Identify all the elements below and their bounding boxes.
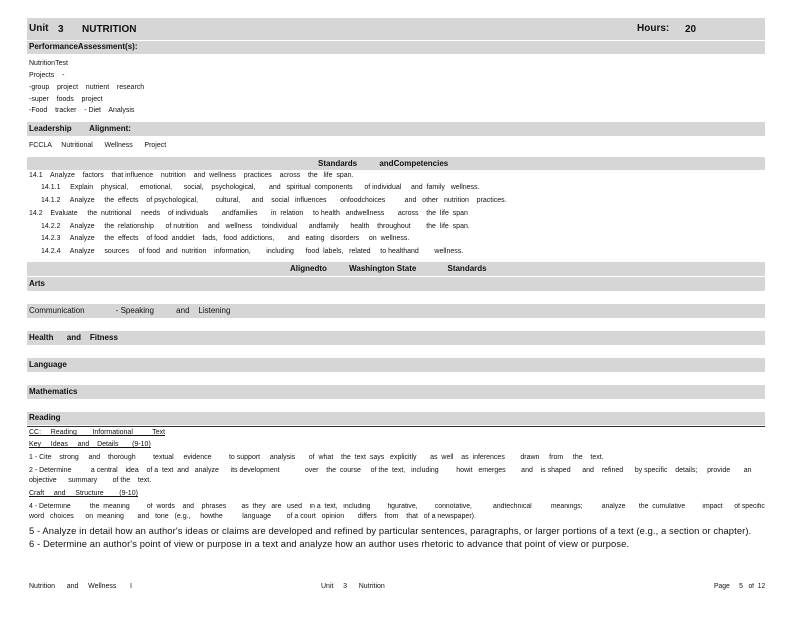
standard-item: 14.2.2 Analyze the relationship of nutrition and wellness toindividual andfamily health throughout the life span. <box>41 223 470 230</box>
standard-item: 14.1 Analyze factors that influence nutrition and wellness practices across the life span. <box>29 172 354 179</box>
leadership-text: FCCLA Nutritional Wellness Project <box>29 142 167 149</box>
section-label-reading: Reading <box>29 413 61 422</box>
standard-item: 14.1.2 Analyze the effects of psychological, cultural, and social influences onfoodchoices and other nutrition practices. <box>41 197 507 204</box>
standard-item: 14.2 Evaluate the nutritional needs of individuals andfamilies in relation to health andwellness across the life span <box>29 210 468 217</box>
standard-item: 14.1.1 Explain physical, emotional, social, psychological, and spiritual components of individual and family wellness. <box>41 184 480 191</box>
section-label-health: Health and Fitness <box>29 333 118 342</box>
reading-item-4: 4 - Determine the meaning of words and phrases as they are used in a text, including figurative, connotative, andtechnical meanings; analyze the cumulative impact of specific <box>29 503 765 510</box>
performance-heading-bar <box>27 41 765 54</box>
reading-key-ideas: Key Ideas and Details (9-10) <box>29 441 151 448</box>
leadership-heading: Leadership Alignment: <box>29 124 131 133</box>
footer-center: Unit 3 Nutrition <box>321 583 385 590</box>
hours-label: Hours: <box>637 23 670 34</box>
unit-title: NUTRITION <box>82 24 137 35</box>
section-label-language: Language <box>29 360 67 369</box>
reading-item-5: 5 - Analyze in detail how an author's ideas or claims are developed and refined by particular sentences, paragraphs, or larger portions of a text (e.g., a section or chapter). <box>29 525 752 536</box>
hours-value: 20 <box>685 24 697 35</box>
section-bar-health <box>27 331 765 345</box>
leadership-heading-bar <box>27 122 765 136</box>
standards-heading: Standards andCompetencies <box>318 159 449 168</box>
reading-cc-heading: CC: Reading Informational Text <box>29 429 166 436</box>
standard-item: 14.2.3 Analyze the effects of food anddiet fads, food addictions, and eating disorders on wellness. <box>41 235 410 242</box>
reading-item-2-cont: objective summary of the text. <box>29 477 152 484</box>
reading-craft-structure: Craft and Structure (9-10) <box>29 490 138 497</box>
unit-number: 3 <box>58 24 64 35</box>
reading-rule <box>27 426 765 427</box>
section-label-arts: Arts <box>29 279 46 288</box>
performance-line: -group project nutrient research <box>29 84 145 91</box>
unit-label: Unit <box>29 23 49 34</box>
standard-item: 14.2.4 Analyze sources of food and nutrition information, including food labels, related to healthand wellness. <box>41 248 464 255</box>
reading-item-2: 2 - Determine a central idea of a text and analyze its development over the course of the text, including howit emerges and is shaped and refined by specific details; provide an <box>29 467 752 474</box>
performance-line: -super foods project <box>29 96 103 103</box>
performance-line: -Food tracker - Diet Analysis <box>29 107 135 114</box>
performance-line: NutritionTest <box>29 60 68 67</box>
footer-page-number: Page 5 of 12 <box>714 583 766 590</box>
performance-heading: PerformanceAssessment(s): <box>29 42 138 51</box>
section-label-communication: Communication - Speaking and Listening <box>29 306 231 315</box>
performance-line: Projects - <box>29 72 65 79</box>
footer-left: Nutrition and Wellness I <box>29 583 132 590</box>
reading-item-1: 1 - Cite strong and thorough textual evidence to support analysis of what the text says explicitly as well as inferences drawn from the text. <box>29 454 604 461</box>
section-label-mathematics: Mathematics <box>29 387 78 396</box>
section-bar-language <box>27 358 765 372</box>
section-bar-arts <box>27 277 765 291</box>
reading-item-6: 6 - Determine an author's point of view or purpose in a text and analyze how an author uses rhetoric to advance that point of view or purpose. <box>29 538 630 549</box>
aligned-heading: Alignedto Washington State Standards <box>290 264 487 273</box>
section-bar-mathematics <box>27 385 765 399</box>
section-bar-reading <box>27 412 765 425</box>
reading-item-4-cont: word choices on meaning and tone (e.g., howthe language of a court opinion differs from that of a newspaper). <box>29 513 476 520</box>
